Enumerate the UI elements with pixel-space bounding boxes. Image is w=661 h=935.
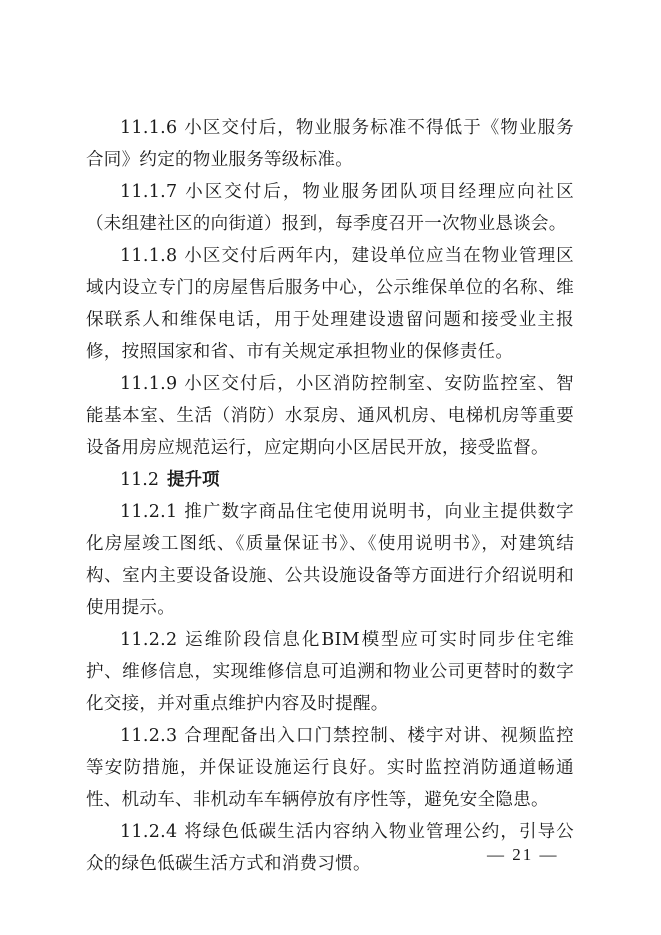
- clause-number: 11.2.4: [120, 822, 178, 842]
- clause-text: 小区交付后，小区消防控制室、安防监控室、智能基本室、生活（消防）水泵房、通风机房、电梯机房等重要设备用房应规范运行，应定期向小区居民开放，接受监督。: [86, 374, 574, 458]
- clause-11-2-2: [86, 624, 574, 720]
- document-body: [86, 112, 574, 880]
- clause-11-1-8: [86, 240, 574, 368]
- clause-11-2-3: [86, 720, 574, 816]
- clause-number: 11.2.3: [120, 726, 178, 746]
- clause-number: 11.1.7: [120, 182, 178, 202]
- clause-text: 小区交付后，物业服务标准不得低于《物业服务合同》约定的物业服务等级标准。: [86, 118, 574, 170]
- clause-number: 11.1.6: [120, 118, 178, 138]
- clause-11-1-9: [86, 368, 574, 464]
- clause-text: 小区交付后两年内，建设单位应当在物业管理区域内设立专门的房屋售后服务中心，公示维保单位的名称、维保联系人和维保电话，用于处理建设遗留问题和接受业主报修，按照国家和省、市有关规定承担物业的保修责任。: [86, 246, 574, 362]
- clause-text: 合理配备出入口门禁控制、楼宇对讲、视频监控等安防措施，并保证设施运行良好。实时监控消防通道畅通性、机动车、非机动车车辆停放有序性等，避免安全隐患。: [86, 726, 574, 810]
- clause-number: 11.2.1: [120, 502, 178, 522]
- clause-11-2-1: [86, 496, 574, 624]
- clause-text: 运维阶段信息化BIM模型应可实时同步住宅维护、维修信息，实现维修信息可追溯和物业公司更替时的数字化交接，并对重点维护内容及时提醒。: [86, 630, 574, 714]
- clause-text: 小区交付后，物业服务团队项目经理应向社区（未组建社区的向街道）报到，每季度召开一次物业恳谈会。: [86, 182, 574, 234]
- section-heading: [86, 464, 574, 496]
- section-title: 提升项: [166, 470, 220, 490]
- clause-number: 11.1.8: [120, 246, 178, 266]
- clause-text: 将绿色低碳生活内容纳入物业管理公约，引导公众的绿色低碳生活方式和消费习惯。: [86, 822, 574, 874]
- clause-number: 11.2.2: [120, 630, 178, 650]
- section-number: 11.2: [120, 470, 159, 490]
- page-number: — 21 —: [487, 845, 559, 864]
- clause-11-1-7: [86, 176, 574, 240]
- clause-number: 11.1.9: [120, 374, 178, 394]
- clause-11-1-6: [86, 112, 574, 176]
- clause-text: 推广数字商品住宅使用说明书，向业主提供数字化房屋竣工图纸、《质量保证书》、《使用说明书》，对建筑结构、室内主要设备设施、公共设施设备等方面进行介绍说明和使用提示。: [86, 502, 574, 618]
